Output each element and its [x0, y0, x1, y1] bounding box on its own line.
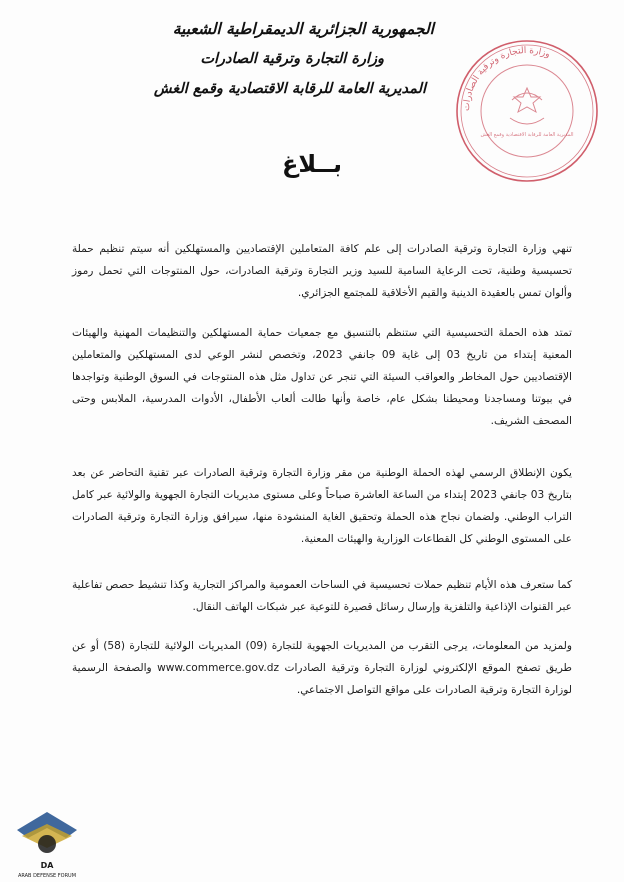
contact-text-after: والصفحة الرسمية لوزارة التجارة وترقية الصادرات على مواقع التواصل الاجتماعي. [72, 661, 572, 696]
letterhead-republic: الجمهورية الجزائرية الديمقراطية الشعبية [172, 19, 434, 38]
forum-watermark-logo [2, 808, 92, 880]
watermark-caption: ARAB DEFENSE FORUM [17, 873, 77, 879]
document-title: بــلاغ [281, 150, 343, 178]
watermark-monogram: DA [40, 861, 54, 870]
website-link[interactable]: www.commerce.gov.dz [157, 661, 280, 674]
letterhead [74, 14, 434, 104]
paragraph-activities: كما ستعرف هذه الأيام تنظيم حملات تحسيسية في الساحات العمومية والمراكز التجارية وكذا تنشيط حصص تفاعلية عبر القنوات الإذاعية والتلفزية وإرسال رسائل قصيرة للتوعية عبر شبكات الهاتف النقال. [72, 578, 572, 613]
seal-ring-text: وزارة التجارة وترقية الصادرات [461, 45, 552, 112]
paragraph-contact-info [72, 635, 572, 701]
letterhead-directorate: المديرية العامة للرقابة الاقتصادية وقمع الغش [153, 80, 426, 97]
paragraph-announcement: تنهي وزارة التجارة وترقية الصادرات إلى علم كافة المتعاملين الإقتصاديين والمستهلكين أنه سيتم تنظيم حملة تحسيسية وطنية، تحت الرعاية السامية للسيد وزير التجارة وترقية الصادرات، حول المنتوجات التي تحمل رموز وألوان تمس بالعقيدة الدينية والقيم الأخلاقية للمجتمع الجزائري. [72, 242, 572, 299]
contact-text-before: ولمزيد من المعلومات، يرجى التقرب من المديريات الجهوية للتجارة (09) المديريات الولائية للتجارة (58) أو عن طريق تصفح الموقع الإلكتروني لوزارة التجارة وترقية الصادرات [72, 639, 573, 674]
seal-inner-text: المديرية العامة للرقابة الاقتصادية وقمع الغش [480, 132, 574, 138]
paragraph-official-launch: يكون الإنطلاق الرسمي لهذه الحملة الوطنية من مقر وزارة التجارة وترقية الصادرات عبر تقنية التحاضر عن بعد بتاريخ 03 جانفي 2023 إبتداء من الساعة العاشرة صباحاً وعلى مستوى مديريات التجارة الجهوية والولائية عبر كامل التراب الوطني. ولضمان نجاح هذه الحملة وتحقيق الغاية المنشودة منها، سيرافق وزارة التجارة وترقية الصادرات على المستوى الوطني كل القطاعات الوزارية والهيئات المعنية. [72, 466, 572, 545]
paragraph-campaign-scope: تمتد هذه الحملة التحسيسية التي ستنظم بالتنسيق مع جمعيات حماية المستهلكين والتنظيمات المهنية والهيئات المعنية إبتداء من تاريخ 03 إلى غاية 09 جانفي 2023، وتخصص لنشر الوعي لدى المستهلكين والمتعاملين الإقتصاديين حول المخاطر والعواقب السيئة التي تنجر عن تداول مثل هذه المنتوجات في السوق الوطنية وتواجدها في بيوتنا ومساجدنا ومحيطنا بشكل عام، خاصة وأنها طالت ألعاب الأطفال، الأدوات المدرسية، الملابس وحتى المصحف الشريف. [72, 326, 573, 427]
svg-text:وزارة التجارة وترقية الصادرات [462, 46, 552, 111]
letterhead-ministry: وزارة التجارة وترقية الصادرات [200, 50, 384, 67]
